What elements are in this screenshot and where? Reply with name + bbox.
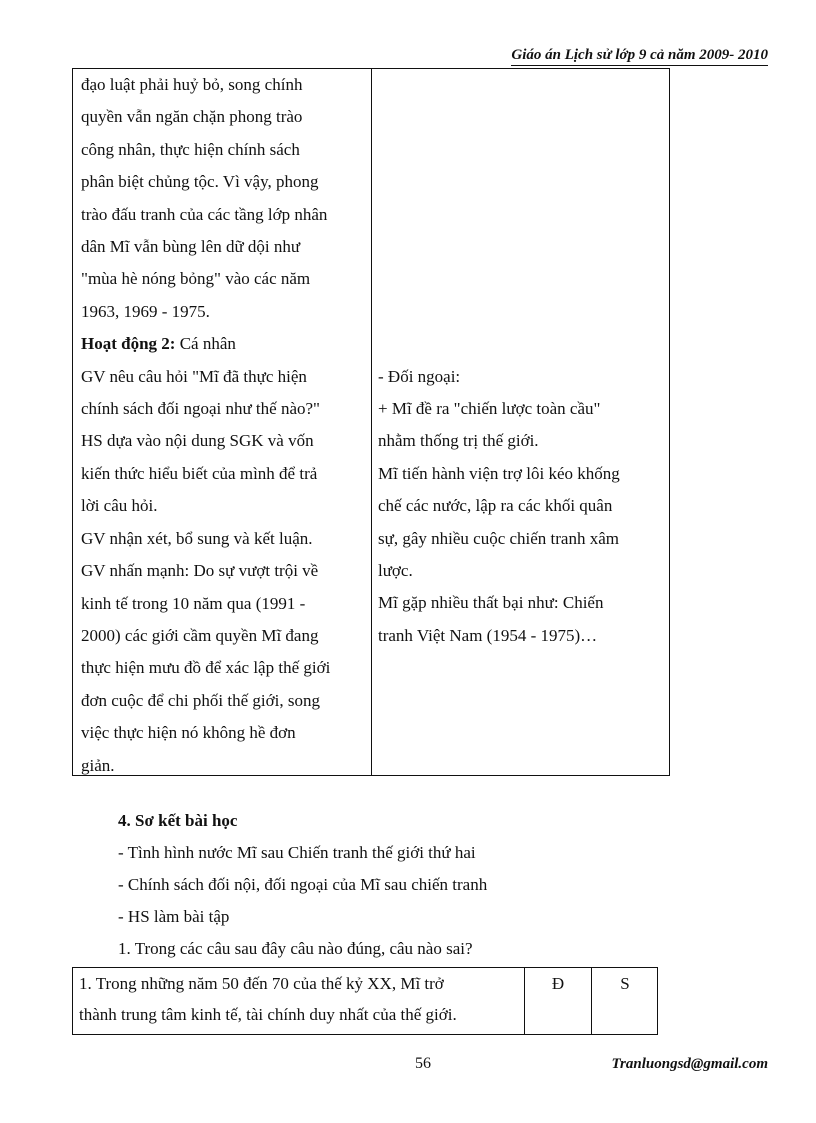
content-column: [378, 69, 662, 652]
text-line: kinh tế trong 10 năm qua (1991 -: [81, 593, 306, 613]
text-line: tranh Việt Nam (1954 - 1975)…: [378, 625, 598, 645]
text-line: phân biệt chủng tộc. Vì vậy, phong: [81, 172, 319, 192]
text-line: chế các nước, lập ra các khối quân: [378, 496, 613, 516]
text-line: 1. Trong những năm 50 đến 70 của thế kỷ XX, Mĩ trở: [79, 974, 444, 993]
teacher-activity-column: [81, 69, 365, 782]
quiz-question: [79, 968, 519, 1030]
text-line: đạo luật phải huỷ bỏ, song chính: [81, 75, 303, 94]
text-line: - Đối ngoại:: [378, 366, 461, 386]
activity-heading: [81, 328, 365, 360]
document-header-title: Giáo án Lịch sử lớp 9 cả năm 2009- 2010: [511, 47, 768, 66]
text-line: lời câu hỏi.: [81, 496, 158, 516]
text-line: quyền vẫn ngăn chặn phong trào: [81, 107, 303, 127]
summary-item: 1. Trong các câu sau đây câu nào đúng, câu nào sai?: [118, 939, 473, 958]
quiz-table: [72, 967, 658, 1035]
text-line: thực hiện mưu đồ để xác lập thế giới: [81, 658, 331, 678]
text-line: 2000) các giới cầm quyền Mĩ đang: [81, 625, 319, 645]
false-option-cell: S: [620, 974, 630, 993]
text-line: sự, gây nhiều cuộc chiến tranh xâm: [378, 528, 619, 548]
page-number: 56: [415, 1055, 431, 1072]
text-line: "mùa hè nóng bỏng" vào các năm: [81, 269, 311, 289]
summary-item: - Chính sách đối nội, đối ngoại của Mĩ sau chiến tranh: [118, 875, 488, 894]
summary-item: - HS làm bài tập: [118, 907, 230, 926]
true-option-cell: Đ: [551, 974, 565, 993]
text-line: công nhân, thực hiện chính sách: [81, 139, 300, 159]
text-line: GV nhấn mạnh: Do sự vượt trội về: [81, 561, 319, 581]
footer-email: Tranluongsd@gmail.com: [611, 1056, 768, 1072]
text-line: việc thực hiện nó không hề đơn: [81, 723, 296, 743]
text-line: trào đấu tranh của các tầng lớp nhân: [81, 204, 328, 224]
lesson-table: [72, 68, 670, 776]
text-line: lược.: [378, 560, 413, 580]
text-line: thành trung tâm kinh tế, tài chính duy nhất của thế giới.: [79, 1005, 457, 1024]
text-line: Mĩ tiến hành viện trợ lôi kéo khống: [378, 463, 620, 483]
text-line: dân Mĩ vẫn bùng lên dữ dội như: [81, 237, 301, 257]
summary-heading: 4. Sơ kết bài học: [118, 811, 238, 830]
text-line: HS dựa vào nội dung SGK và vốn: [81, 431, 314, 451]
text-line: giản.: [81, 755, 115, 775]
activity-text: Cá nhân: [175, 334, 236, 354]
summary-item: - Tình hình nước Mĩ sau Chiến tranh thế giới thứ hai: [118, 843, 476, 862]
text-line: nhằm thống trị thế giới.: [378, 431, 539, 451]
text-line: 1963, 1969 - 1975.: [81, 301, 210, 321]
text-line: Mĩ gặp nhiều thất bại như: Chiến: [378, 593, 604, 613]
table-column-divider: [371, 69, 372, 775]
lesson-summary: [118, 805, 487, 965]
text-line: đơn cuộc để chi phối thế giới, song: [81, 690, 320, 710]
text-line: + Mĩ đề ra "chiến lược toàn cầu": [378, 398, 601, 418]
text-line: GV nêu câu hỏi "Mĩ đã thực hiện: [81, 366, 307, 386]
text-line: chính sách đối ngoại như thế nào?": [81, 399, 320, 419]
text-line: kiến thức hiểu biết của mình để trả: [81, 463, 318, 483]
text-line: GV nhận xét, bổ sung và kết luận.: [81, 528, 313, 548]
activity-label: Hoạt động 2:: [81, 334, 176, 354]
